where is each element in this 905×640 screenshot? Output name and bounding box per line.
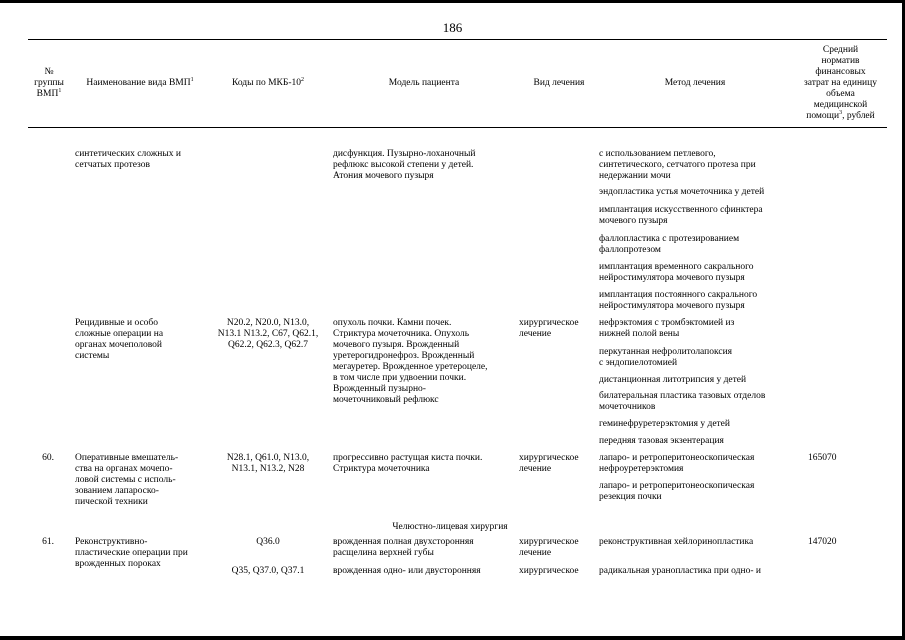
row-61-vmp-name: Реконструктивно- пластические операции при врожденных пороках: [75, 537, 188, 569]
header-vmp-name: [75, 40, 205, 127]
header-num-line: группы: [34, 78, 64, 88]
row-61-patient-model: врожденная полная двухсторонняя расщелина верхней губы: [333, 537, 474, 558]
recurrent-method-4: билатеральная пластика тазовых отделов мочеточников: [599, 391, 766, 412]
header-num-line: №: [44, 67, 54, 77]
row-61b-method: радикальная уранопластика при одно- и: [599, 566, 761, 576]
recurrent-method-1: нефрэктомия с тромбэктомией из нижней полой вены: [599, 318, 735, 339]
recurrent-method-6: передняя тазовая экзентерация: [599, 436, 724, 446]
row-60-patient-model: прогрессивно растущая киста почки. Стриктура мочеточника: [333, 453, 483, 474]
row-60-icd-codes: N28.1, Q61.0, N13.0, N13.1, N13.2, N28: [226, 453, 310, 474]
header-group-number: [28, 40, 70, 127]
header-cost-suffix: , рублей: [842, 111, 875, 121]
row-60-treatment-type: хирургическое лечение: [519, 453, 579, 474]
scan-border-bottom: [0, 636, 905, 640]
recurrent-method-5: геминефруретерэктомия у детей: [599, 419, 730, 429]
continuation-patient-model: дисфункция. Пузырно-лоханочный рефлюкс высокой степени у детей. Атония мочевого пузыря: [333, 149, 476, 181]
row-61b-patient-model: врожденная одно- или двусторонняя: [333, 566, 481, 576]
header-num-line: ВМП: [36, 89, 59, 99]
row-60-average-cost: 165070: [808, 453, 837, 463]
recurrent-treatment-type: хирургическое лечение: [519, 318, 579, 339]
row-61b-treatment-type: хирургическое: [519, 566, 579, 576]
recurrent-patient-model: опухоль почки. Камни почек. Стриктура мочеточника. Опухоль мочевого пузыря. Врожденный уретерогидронефроз. Врожденный мегауретер. Врожденное уретероцеле, в том числе при удвоении почки. Врожденный пузырно- мочеточниковый рефлюкс: [333, 318, 488, 405]
row-60-vmp-name: Оперативные вмешатель- ства на органах мочепо- ловой системы с исполь- зованием лапароско- пической техники: [75, 453, 179, 507]
header-cost-line: объема: [826, 89, 855, 99]
row-61b-icd-codes: Q35, Q37.0, Q37.1: [231, 566, 305, 576]
header-codes-text: Коды по МКБ-10: [231, 78, 302, 88]
continuation-method-1: с использованием петлевого, синтетического, сетчатого протеза при недержании мочи: [599, 149, 756, 181]
continuation-method-6: имплантация постоянного сакрального нейростимулятора мочевого пузыря: [599, 290, 758, 311]
scan-border-top: [0, 0, 905, 3]
header-icd-codes: [208, 40, 328, 127]
header-cost-line: помощи: [806, 111, 840, 121]
continuation-vmp-name: синтетических сложных и сетчатых протезов: [75, 149, 181, 170]
footnote-marker: 1: [58, 87, 62, 94]
header-treatment-method: Метод лечения: [664, 78, 726, 88]
page-number: 186: [442, 20, 463, 35]
continuation-method-4: фаллопластика с протезированием фаллопротезом: [599, 234, 740, 255]
header-cost-line: норматив: [821, 56, 860, 66]
row-61-icd-codes: Q36.0: [256, 537, 280, 547]
row-61-method: реконструктивная хейлоринопластика: [599, 537, 754, 547]
continuation-method-2: эндопластика устья мочеточника у детей: [599, 187, 765, 197]
recurrent-vmp-name: Рецидивные и особо сложные операции на органах мочеполовой системы: [75, 318, 164, 361]
section-title: Челюстно-лицевая хирургия: [392, 522, 508, 532]
header-name-text: Наименование вида ВМП: [86, 78, 191, 88]
recurrent-icd-codes: N20.2, N20.0, N13.0, N13.1 N13.2, C67, Q62.1, Q62.2, Q62.3, Q62.7: [217, 318, 319, 350]
continuation-method-3: имплантация искусственного сфинктера мочевого пузыря: [599, 205, 763, 226]
continuation-method-5: имплантация временного сакрального нейростимулятора мочевого пузыря: [599, 262, 754, 283]
header-patient-model: Модель пациента: [388, 78, 460, 88]
header-cost-line: Средний: [822, 45, 859, 55]
header-cost-line: финансовых: [815, 67, 866, 77]
row-61-treatment-type: хирургическое лечение: [519, 537, 579, 558]
row-60-method-2: лапаро- и ретроперитонеоскопическая резекция почки: [599, 481, 755, 502]
row-60-number: 60.: [42, 453, 54, 463]
header-cost-line: затрат на единицу: [804, 78, 877, 88]
footnote-marker: 1: [190, 76, 194, 83]
header-average-cost: [794, 40, 887, 127]
footnote-marker: 3: [839, 109, 843, 116]
recurrent-method-3: дистанционная литотрипсия у детей: [599, 375, 747, 385]
footnote-marker: 2: [301, 76, 305, 83]
row-61-average-cost: 147020: [808, 537, 837, 547]
recurrent-method-2: перкутанная нефролитолапоксия с эндопиелотомией: [599, 347, 733, 368]
header-cost-line: медицинской: [813, 100, 868, 110]
header-treatment-type: Вид лечения: [533, 78, 585, 88]
header-bottom-rule: [28, 127, 887, 128]
row-61-number: 61.: [42, 537, 54, 547]
row-60-method-1: лапаро- и ретроперитонеоскопическая нефроуретерэктомия: [599, 453, 755, 474]
